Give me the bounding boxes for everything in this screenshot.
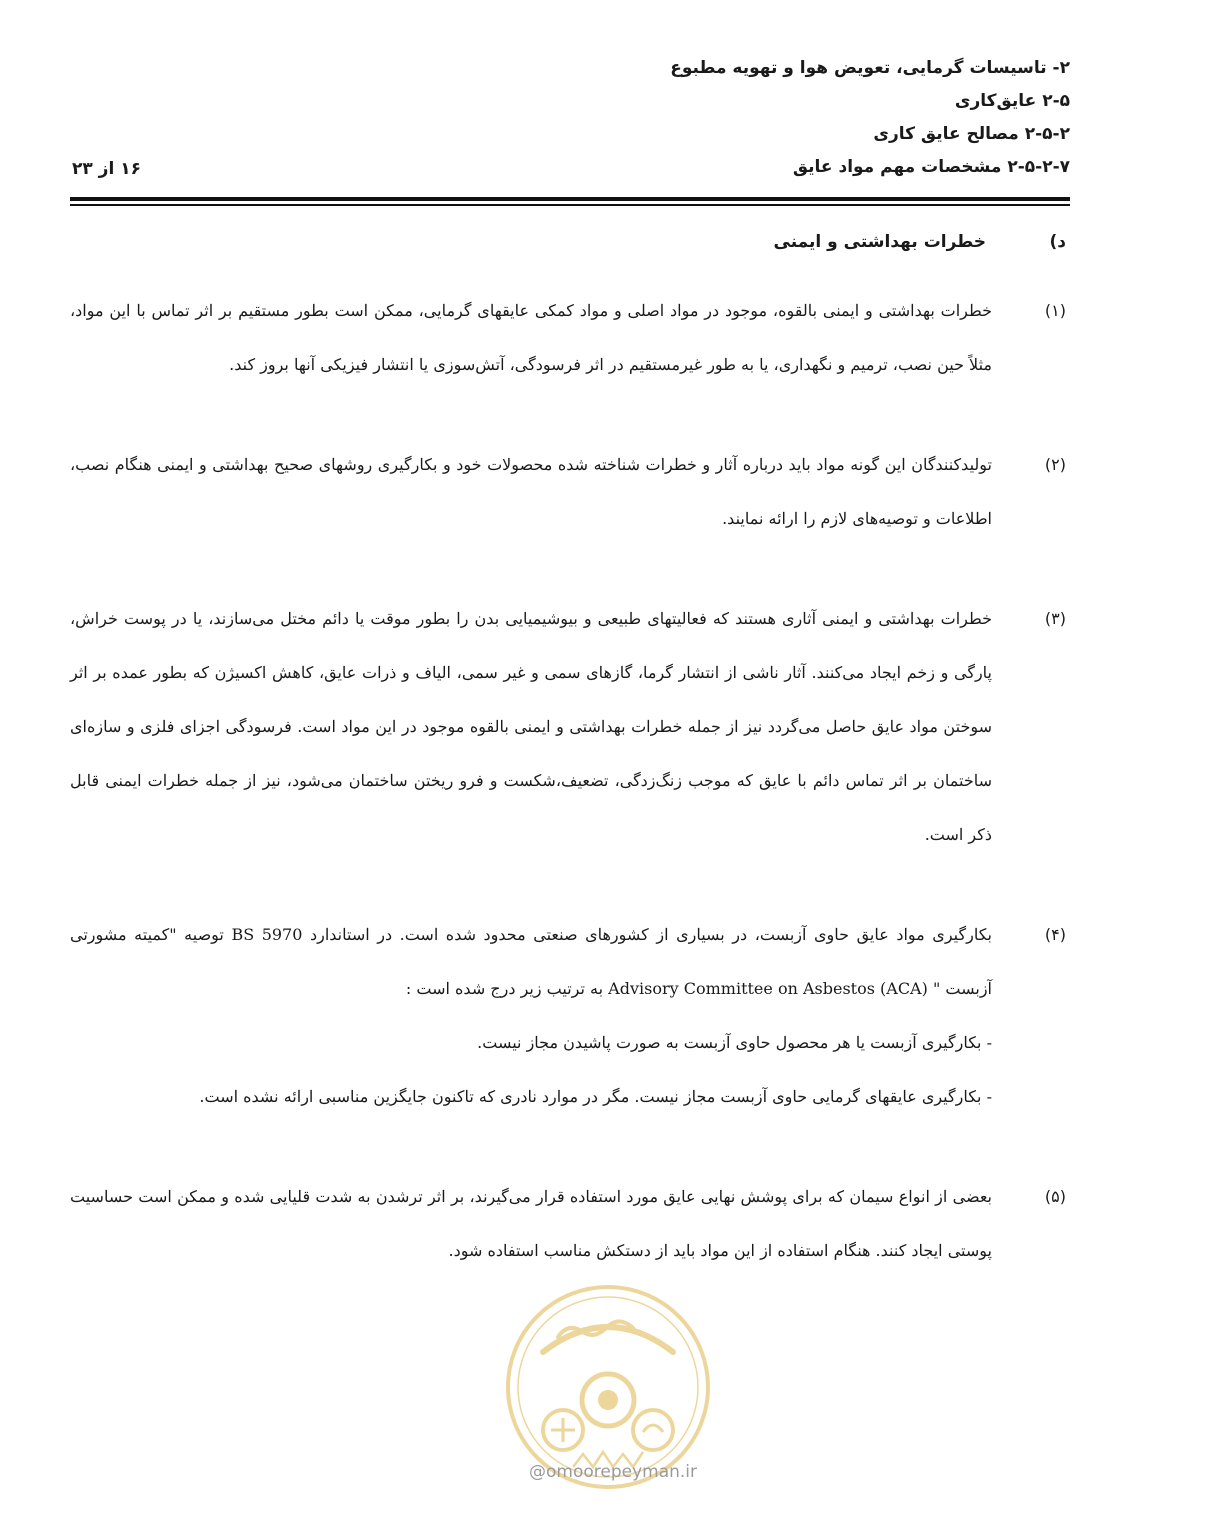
header-breadcrumb — [670, 52, 1070, 184]
header-line-subsection: ۲-۵-۲ مصالح عایق کاری — [873, 124, 1070, 144]
paragraph-number: (۳) — [1044, 609, 1066, 628]
paragraph-text: تولیدکنندگان این گونه مواد باید درباره آثار و خطرات شناخته شده محصولات خود و بکارگیری روشهای صحیح بهداشتی و ایمنی هنگام نصب، اطلاعات و توصیه‌های لازم را ارائه نمایند. — [70, 455, 992, 528]
paragraph-number: (۱) — [1044, 301, 1066, 320]
header-rule-thin — [70, 204, 1070, 206]
paragraph-intro — [70, 908, 992, 1016]
section-heading — [70, 232, 1070, 272]
standard-reference: BS 5970 — [231, 925, 303, 944]
watermark-seal-icon — [503, 1282, 713, 1492]
header-line-section: ۲-۵ عایق‌کاری — [954, 91, 1070, 111]
section-title: خطرات بهداشتی و ایمنی — [773, 232, 986, 252]
header-rule-thick — [70, 197, 1070, 201]
paragraph-text-before: بکارگیری مواد عایق حاوی آزبست، در بسیاری از کشورهای صنعتی محدود شده است. در استاندارد — [309, 925, 992, 944]
page-number: ۱۶ از ۲۳ — [72, 159, 141, 179]
paragraph-text: خطرات بهداشتی و ایمنی بالقوه، موجود در مواد اصلی و مواد کمکی عایقهای گرمایی، ممکن است بطور مستقیم بر اثر تماس با این مواد، مثلاً حین نصب، ترمیم و نگهداری، یا به طور غیرمستقیم در اثر فرسودگی، آتش‌سوزی یا انتشار فیزیکی آنها بروز کند. — [70, 301, 992, 374]
paragraph-4 — [70, 908, 1070, 1124]
watermark-text: @omoorepeyman.ir — [528, 1462, 698, 1482]
section-letter: د) — [1049, 232, 1066, 252]
paragraph-number: (۲) — [1044, 455, 1066, 474]
bullet-item: - بکارگیری آزبست یا هر محصول حاوی آزبست به صورت پاشیدن مجاز نیست. — [477, 1033, 992, 1052]
paragraph-text: خطرات بهداشتی و ایمنی آثاری هستند که فعالیتهای طبیعی و بیوشیمیایی بدن را بطور موقت یا دائم مختل می‌سازند، یا در پوست خراش، پارگی و زخم ایجاد می‌کنند. آثار ناشی از انتشار گرما، گازهای سمی و غیر سمی، الیاف و ذرات عایق، کاهش اکسیژن که بطور عمده بر اثر سوختن مواد عایق حاصل می‌گردد نیز از جمله خطرات بهداشتی و ایمنی بالقوه موجود در این مواد است. فرسودگی اجزای فلزی و سازه‌ای ساختمان بر اثر تماس دائم با عایق که موجب زنگ‌زدگی، تضعیف،شکست و فرو ریختن ساختمان می‌شود، نیز از جمله خطرات ایمنی قابل ذکر است. — [70, 609, 993, 844]
paragraph-5 — [70, 1170, 1070, 1278]
paragraph-1 — [70, 284, 1070, 392]
paragraph-number: (۴) — [1044, 925, 1066, 944]
page-header — [70, 52, 1070, 197]
header-line-chapter: ۲- تاسیسات گرمایی، تعویض هوا و تهویه مطبوع — [670, 58, 1070, 78]
page-content — [70, 232, 1070, 1324]
paragraph-text: بعضی از انواع سیمان که برای پوشش نهایی عایق مورد استفاده قرار می‌گیرند، بر اثر ترشدن به شدت قلیایی شده و ممکن است حساسیت پوستی ایجاد کنند. هنگام استفاده از این مواد باید از دستکش مناسب استفاده شود. — [70, 1187, 992, 1260]
paragraph-number: (۵) — [1044, 1187, 1066, 1206]
bullet-item: - بکارگیری عایقهای گرمایی حاوی آزبست مجاز نیست. مگر در موارد نادری که تاکنون جایگزین مناسبی ارائه نشده است. — [199, 1087, 992, 1106]
paragraph-text-after: به ترتیب زیر درج شده است : — [405, 979, 604, 998]
paragraph-3 — [70, 592, 1070, 862]
header-line-topic: ۲-۵-۲-۷ مشخصات مهم مواد عایق — [792, 157, 1070, 177]
paragraph-text-middle: توصیه "کمیته مشورتی آزبست — [70, 925, 992, 998]
paragraph-2 — [70, 438, 1070, 546]
paragraph-text — [70, 908, 992, 1124]
committee-name: Advisory Committee on Asbestos (ACA) " — [608, 979, 941, 998]
